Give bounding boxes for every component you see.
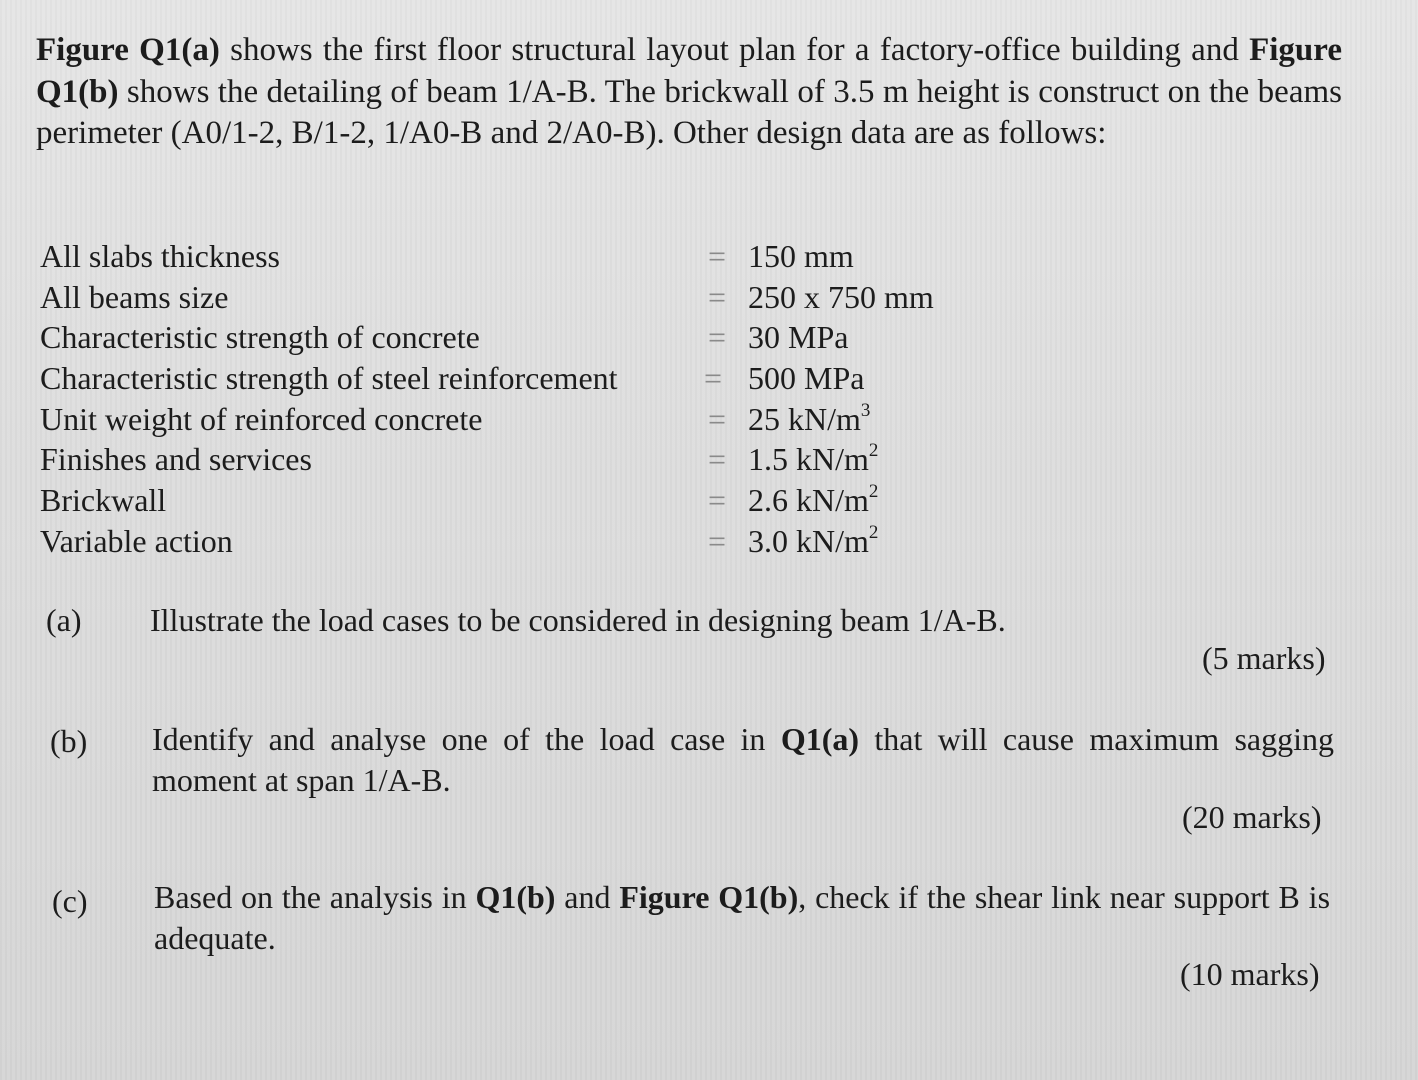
data-label: Unit weight of reinforced concrete [40, 400, 483, 437]
question-a-letter: (a) [46, 602, 82, 638]
data-label: Characteristic strength of steel reinforcement [40, 360, 618, 397]
figure-q1a-ref: Figure Q1(a) [36, 32, 220, 68]
question-c-text-2: and [555, 879, 620, 915]
intro-paragraph [36, 30, 1342, 155]
question-c-ref-1: Q1(b) [475, 879, 556, 915]
equals-sign: = [708, 482, 727, 519]
equals-sign: = [708, 522, 727, 559]
question-b-marks: (20 marks) [1182, 799, 1322, 835]
data-label: All beams size [40, 278, 229, 315]
question-a [150, 600, 1330, 641]
data-label: Variable action [40, 522, 233, 559]
data-label: Brickwall [40, 482, 167, 519]
data-value: 30 MPa [748, 319, 849, 356]
question-b-text-2: that will cause maximum sagging moment at span 1/A-B. [152, 721, 1335, 798]
question-a-marks: (5 marks) [1202, 640, 1326, 676]
question-b-text-1: Identify and analyse one of the load case in [152, 721, 781, 757]
data-row-brickwall [40, 480, 940, 521]
question-a-text: Illustrate the load cases to be considered in designing beam 1/A-B. [150, 602, 1006, 638]
data-row-beam-size [40, 277, 940, 318]
data-value: 150 mm [748, 238, 854, 274]
intro-text-1: shows the first floor structural layout plan for a factory-office building and [219, 32, 1250, 68]
question-c-text-3: , check if the shear link near support B is adequate. [154, 879, 1331, 956]
data-value: 1.5 $kN/m^2$ [748, 440, 879, 478]
question-c [154, 877, 1330, 959]
equals-sign: = [708, 278, 727, 315]
question-c-ref-2: Figure Q1(b) [619, 879, 799, 915]
data-row-steel-strength [40, 358, 940, 399]
data-row-concrete-strength [40, 317, 940, 358]
data-row-unit-weight [40, 399, 940, 440]
equals-sign: = [708, 400, 727, 437]
question-b [152, 719, 1334, 801]
data-label: Finishes and services [40, 441, 312, 478]
data-label: Characteristic strength of concrete [40, 319, 480, 356]
question-c-text-1: Based on the analysis in [154, 879, 476, 915]
data-value: 250 x 750 mm [748, 278, 934, 315]
design-data-list [40, 236, 940, 562]
equals-sign: = [708, 238, 727, 274]
question-b-ref: Q1(a) [780, 721, 860, 757]
data-value: 3.0 $kN/m^2$ [748, 521, 879, 559]
equals-sign: = [708, 319, 727, 356]
intro-text-2: shows the detailing of beam 1/A-B. The brickwall of 3.5 m height is construct on the beams perimeter (A0/1-2, B/1-2, 1/A0-B and 2/A0-B). Other design data are as follows: [36, 73, 1342, 151]
data-row-variable-action [40, 521, 940, 562]
question-b-letter: (b) [50, 723, 88, 759]
question-c-marks: (10 marks) [1180, 956, 1320, 992]
data-value: 25 $kN/m^3$ [748, 399, 871, 437]
figure-q1b-ref: Figure Q1(b) [36, 32, 1342, 110]
data-row-slab-thickness [40, 236, 940, 277]
data-row-finishes [40, 439, 940, 480]
data-value: 2.6 $kN/m^2$ [748, 481, 879, 519]
equals-sign: = [708, 441, 727, 478]
data-label: All slabs thickness [40, 238, 280, 274]
data-value: 500 MPa [748, 360, 865, 397]
equals-sign: = [704, 360, 723, 397]
question-c-letter: (c) [52, 883, 88, 919]
